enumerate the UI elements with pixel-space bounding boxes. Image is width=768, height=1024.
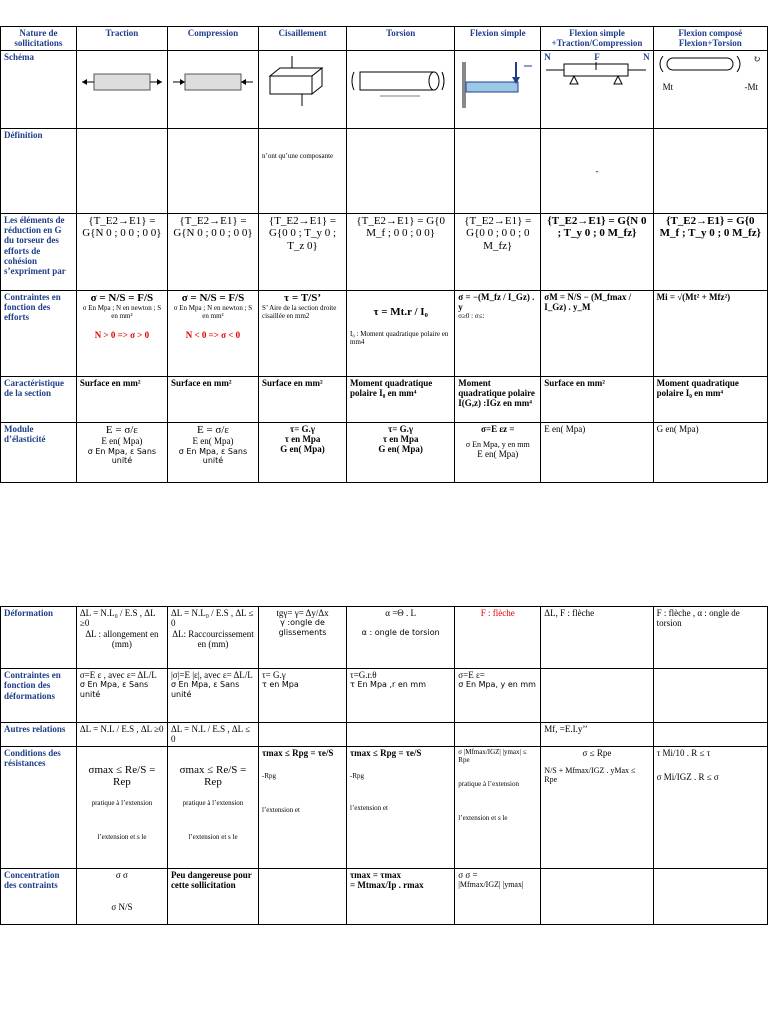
module-cisaillement	[259, 422, 347, 482]
schema-flexion-traction	[541, 50, 653, 128]
caracteristique-cisaillement: Surface en mm²	[259, 376, 347, 422]
conditions-cisaillement	[259, 746, 347, 868]
shear-stress-units: S’ Aire de la section droite cisaillée en mm2	[262, 304, 337, 321]
contraintes-flexion-torsion: Mi = √(Mt² + Mfz²)	[653, 290, 767, 376]
conditions-compression-l2: pratique à l’extension	[182, 798, 244, 807]
autres-label: Autres relations	[1, 723, 77, 747]
contraintes-def-flexion-l1: σ=E ε=	[458, 670, 485, 680]
compression-condition: N < 0 => σ < 0	[185, 330, 241, 341]
caracteristique-compression: Surface en mm²	[167, 376, 258, 422]
contraintes-def-flexion-traction	[541, 669, 653, 723]
conditions-row	[1, 746, 768, 868]
torsion-module-l2: τ en Mpa	[382, 434, 419, 445]
contraintes-def-traction-l1: σ=E ε , avec ε= ΔL/L	[79, 670, 157, 680]
module-traction	[76, 422, 167, 482]
header-flexion-torsion: Flexion composé Flexion+Torsion	[653, 27, 767, 51]
header-compression: Compression	[167, 27, 258, 51]
compression-schematic	[171, 52, 255, 112]
deformation-compression	[167, 607, 258, 669]
deformation-flexion-torsion: F : flèche , α : ongle de torsion	[653, 607, 767, 669]
flexion-stress-formula: σ = −(M_fz / I_Gz) . y	[458, 291, 535, 313]
contraintes-def-flexion-torsion	[653, 669, 767, 723]
deformation-traction-l2: ΔL : allongement en (mm)	[85, 628, 159, 650]
deformation-cisaillement	[259, 607, 347, 669]
contraintes-def-torsion	[347, 669, 455, 723]
contraintes-torsion	[347, 290, 455, 376]
header-torsion: Torsion	[347, 27, 455, 51]
concentration-torsion-l1: τmax = τmax	[350, 869, 401, 880]
caracteristique-row	[1, 376, 768, 422]
flexion-module-l1: σ=E εz =	[481, 423, 515, 434]
f-label: F	[594, 51, 600, 62]
concentration-flexion-l1: σ σ =	[458, 869, 478, 880]
concentration-label: Concentration des contraints	[1, 868, 77, 924]
contraintes-def-torsion-l1: τ=G.r.θ	[350, 670, 377, 680]
contraintes-def-torsion-l2: τ En Mpa ,r en mm	[350, 680, 426, 690]
conditions-torsion-formula: τmax ≤ Rpg = τe/S	[350, 747, 422, 758]
deformation-flexion-traction: ΔL, F : flèche	[541, 607, 653, 669]
contraintes-row	[1, 290, 768, 376]
deformation-torsion-l1: α =Θ . L	[385, 608, 417, 618]
elements-flexion-traction: {T_E2→E1} = G{N 0 ; T_y 0 ; 0 M_fz}	[541, 213, 653, 290]
concentration-flexion-l2: |Mfmax/IGZ| |ymax|	[458, 880, 524, 890]
caracteristique-flexion-traction: Surface en mm²	[541, 376, 653, 422]
conditions-compression	[167, 746, 258, 868]
conditions-flexion-l2: pratique à l’extension	[458, 779, 519, 788]
header-flexion-simple: Flexion simple	[455, 27, 541, 51]
flexion-schematic	[458, 52, 536, 112]
shear-module-l1: τ= G.γ	[290, 423, 316, 434]
deformation-torsion	[347, 607, 455, 669]
schema-label: Schéma	[1, 50, 77, 128]
schema-flexion-simple	[455, 50, 541, 128]
module-row	[1, 422, 768, 482]
contraintes-def-traction	[76, 669, 167, 723]
sollicitations-table-bottom	[0, 606, 768, 925]
definition-traction	[76, 128, 167, 213]
conditions-flexion-formula: σ |Mfmax/IGZ| |ymax| ≤ Rpe	[458, 747, 527, 764]
conditions-traction	[76, 746, 167, 868]
caracteristique-traction: Surface en mm²	[76, 376, 167, 422]
conditions-flex-tors-l2: σ Mi/IGZ . R ≤ σ	[656, 772, 719, 783]
torsion-module-l1: τ= G.γ	[388, 423, 414, 434]
contraintes-flexion-traction: σM = N/S − (M_fmax / I_Gz) . y_M	[541, 290, 653, 376]
deformation-row	[1, 607, 768, 669]
contraintes-def-compression	[167, 669, 258, 723]
contraintes-def-compression-l2: σ En Mpa, ε Sans unité	[170, 680, 240, 699]
schema-cisaillement	[259, 50, 347, 128]
contraintes-label: Contraintes en fonction des efforts	[1, 290, 77, 376]
header-traction: Traction	[76, 27, 167, 51]
traction-condition: N > 0 => σ > 0	[94, 330, 150, 341]
definition-flexion-traction	[541, 128, 653, 213]
compression-module-u2: σ En Mpa, ε Sans unité	[178, 446, 248, 465]
contraintes-def-compression-l1: |σ|=E |ε|, avec ε= ΔL/L	[170, 670, 253, 680]
caracteristique-label: Caractéristique de la section	[1, 376, 77, 422]
torsion-schematic	[350, 52, 450, 112]
elements-compression: {T_E2→E1} = G{N 0 ; 0 0 ; 0 0}	[167, 213, 258, 290]
contraintes-def-cisaillement	[259, 669, 347, 723]
shear-stress-formula: τ = T/S’	[284, 291, 322, 304]
conditions-compression-formula: σmax ≤ Re/S = Rep	[179, 763, 247, 789]
traction-module-u2: σ En Mpa, ε Sans unité	[87, 446, 157, 465]
autres-compression: ΔL = N.L / E.S , ΔL ≤ 0	[167, 723, 258, 747]
concentration-flexion-torsion	[653, 868, 767, 924]
concentration-traction	[76, 868, 167, 924]
n-label: N	[544, 51, 551, 62]
contraintes-def-cisaillement-l2: τ en Mpa	[262, 680, 299, 690]
contraintes-def-flexion-l2: σ En Mpa, y en mm	[458, 680, 536, 690]
autres-cisaillement	[259, 723, 347, 747]
n-label-right: N	[643, 51, 650, 62]
conditions-torsion-l3: l’extension et	[350, 804, 388, 813]
concentration-traction-l2: σ N/S	[111, 902, 133, 913]
conditions-traction-formula: σmax ≤ Re/S = Rep	[88, 763, 156, 789]
contraintes-flexion	[455, 290, 541, 376]
elements-traction: {T_E2→E1} = G{N 0 ; 0 0 ; 0 0}	[76, 213, 167, 290]
header-flexion-traction: Flexion simple +Traction/Compression	[541, 27, 653, 51]
elements-label: Les éléments de réduction en G du torseur des efforts de cohésion s’expriment par	[1, 213, 77, 290]
shear-module-l2: τ en Mpa	[284, 434, 321, 445]
contraintes-cisaillement	[259, 290, 347, 376]
neg-mt-label: -Mt	[744, 81, 758, 92]
elements-flexion-torsion: {T_E2→E1} = G{0 M_f ; T_y 0 ; 0 M_fz}	[653, 213, 767, 290]
module-torsion	[347, 422, 455, 482]
definition-flex-trac-text: -	[595, 165, 599, 176]
conditions-torsion-l2: -Rpg	[350, 772, 365, 781]
definition-flexion	[455, 128, 541, 213]
module-compression	[167, 422, 258, 482]
schema-row	[1, 50, 768, 128]
schema-compression	[167, 50, 258, 128]
conditions-flex-trac-l1: σ ≤ Rpe	[582, 747, 612, 758]
deformation-compression-l2: ΔL: Raccourcissement en (mm)	[172, 628, 254, 650]
conditions-flexion-l3: l’extension et s le	[458, 813, 508, 822]
autres-traction: ΔL = N.L / E.S , ΔL ≥0	[76, 723, 167, 747]
compression-module-formula: E = σ/ε	[196, 423, 229, 436]
conditions-cisaillement-l3: l’extension et	[262, 806, 300, 815]
header-row	[1, 27, 768, 51]
torsion-stress-formula: τ = Mt.r / I₀	[373, 305, 428, 318]
autres-flexion	[455, 723, 541, 747]
concentration-compression: Peu dangereuse pour cette sollicitation	[167, 868, 258, 924]
deformation-flexion: F : flèche	[455, 607, 541, 669]
flexion-module-l2: σ En Mpa, y en mm	[465, 440, 530, 450]
deformation-traction	[76, 607, 167, 669]
definition-flexion-torsion	[653, 128, 767, 213]
deformation-cisaillement-l1: tgγ= γ= Δy/Δx	[276, 608, 329, 618]
conditions-cisaillement-l2: -Rpg	[262, 772, 276, 781]
contraintes-def-row	[1, 669, 768, 723]
torsion-stress-units: I₀ : Moment quadratique polaire en mm4	[350, 330, 449, 347]
contraintes-def-label: Contraintes en fonction des déformations	[1, 669, 77, 723]
definition-cisaillement-text: n’ont qu’une composante	[262, 151, 334, 160]
conditions-cisaillement-formula: τmax ≤ Rpg = τe/S	[262, 747, 334, 758]
traction-stress-formula: σ = N/S = F/S	[90, 291, 154, 304]
autres-flexion-torsion	[653, 723, 767, 747]
deformation-cisaillement-l2: γ :ongle de glissements	[278, 618, 327, 637]
header-cisaillement: Cisaillement	[259, 27, 347, 51]
torsion-module-l3: G en( Mpa)	[378, 444, 423, 455]
caracteristique-torsion: Moment quadratique polaire I₀ en mm⁴	[347, 376, 455, 422]
module-flexion-torsion: G en( Mpa)	[653, 422, 767, 482]
traction-module-u1: E en( Mpa)	[101, 436, 143, 447]
header-nature: Nature de sollicitations	[1, 27, 77, 51]
contraintes-def-flexion	[455, 669, 541, 723]
concentration-torsion	[347, 868, 455, 924]
flexion-traction-schematic	[544, 62, 648, 92]
deformation-torsion-l2: α : ongle de torsion	[361, 628, 440, 638]
definition-label: Définition	[1, 128, 77, 213]
schema-flexion-torsion	[653, 50, 767, 128]
traction-stress-units: σ En Mpa ; N en newton ; S en mm²	[82, 304, 162, 321]
autres-row	[1, 723, 768, 747]
schema-traction	[76, 50, 167, 128]
conditions-traction-l2: pratique à l’extension	[91, 798, 153, 807]
conditions-compression-l3: l’extension et s le	[188, 833, 238, 842]
compression-module-u1: E en( Mpa)	[192, 436, 234, 447]
concentration-flexion	[455, 868, 541, 924]
caracteristique-flexion: Moment quadratique polaire I(G,z) :IGz en mm⁴	[455, 376, 541, 422]
conditions-flex-trac-l2: N/S + Mfmax/IGZ . yMax ≤ Rpe	[544, 766, 636, 785]
deformation-traction-l1: ΔL = N.L₀ / E.S , ΔL ≥0	[79, 608, 156, 629]
conditions-flexion	[455, 746, 541, 868]
contraintes-def-cisaillement-l1: τ= G.γ	[262, 670, 286, 680]
conditions-flex-tors-l1: τ Mi/10 . R ≤ τ	[656, 747, 711, 758]
contraintes-traction	[76, 290, 167, 376]
concentration-traction-l1: σ σ	[115, 869, 128, 880]
contraintes-compression	[167, 290, 258, 376]
flexion-module-l3: E en( Mpa)	[477, 449, 519, 460]
module-flexion-traction: E en( Mpa)	[541, 422, 653, 482]
autres-flexion-traction: Mf, =E.I.y’’	[541, 723, 653, 747]
module-label: Module d’élasticité	[1, 422, 77, 482]
conditions-label: Conditions des résistances	[1, 746, 77, 868]
conditions-traction-l3: l’extension et s le	[97, 833, 147, 842]
autres-torsion	[347, 723, 455, 747]
elements-cisaillement: {T_E2→E1} = G{0 0 ; T_y 0 ; T_z 0}	[259, 213, 347, 290]
conditions-flexion-traction	[541, 746, 653, 868]
traction-schematic	[80, 52, 164, 112]
conditions-flexion-torsion	[653, 746, 767, 868]
mt-label: Mt	[662, 81, 674, 92]
definition-row	[1, 128, 768, 213]
shear-schematic	[262, 52, 342, 112]
elements-flexion: {T_E2→E1} = G{0 0 ; 0 0 ; 0 M_fz}	[455, 213, 541, 290]
svg-text:↻: ↻	[752, 53, 761, 64]
shear-module-l3: G en( Mpa)	[280, 444, 325, 455]
deformation-label: Déformation	[1, 607, 77, 669]
compression-stress-units: σ En Mpa ; N en newton ; S en mm²	[173, 304, 253, 321]
deformation-compression-l1: ΔL = N.L₀ / E.S , ΔL ≤ 0	[170, 608, 254, 629]
traction-module-formula: E = σ/ε	[105, 423, 138, 436]
definition-cisaillement	[259, 128, 347, 213]
concentration-row	[1, 868, 768, 924]
conditions-torsion	[347, 746, 455, 868]
concentration-torsion-l2: = Mtmax/Ip . rmax	[350, 880, 424, 891]
elements-row	[1, 213, 768, 290]
elements-torsion: {T_E2→E1} = G{0 M_f ; 0 0 ; 0 0}	[347, 213, 455, 290]
concentration-flexion-traction	[541, 868, 653, 924]
contraintes-def-traction-l2: σ En Mpa, ε Sans unité	[79, 680, 149, 699]
schema-torsion	[347, 50, 455, 128]
module-flexion	[455, 422, 541, 482]
concentration-cisaillement	[259, 868, 347, 924]
sollicitations-table-top	[0, 26, 768, 483]
flexion-torsion-schematic	[657, 52, 763, 82]
definition-torsion	[347, 128, 455, 213]
flexion-stress-notes: σ≥0 : σ≤:	[458, 312, 485, 321]
caracteristique-flexion-torsion: Moment quadratique polaire I₀ en mm⁴	[653, 376, 767, 422]
compression-stress-formula: σ = N/S = F/S	[181, 291, 245, 304]
definition-compression	[167, 128, 258, 213]
